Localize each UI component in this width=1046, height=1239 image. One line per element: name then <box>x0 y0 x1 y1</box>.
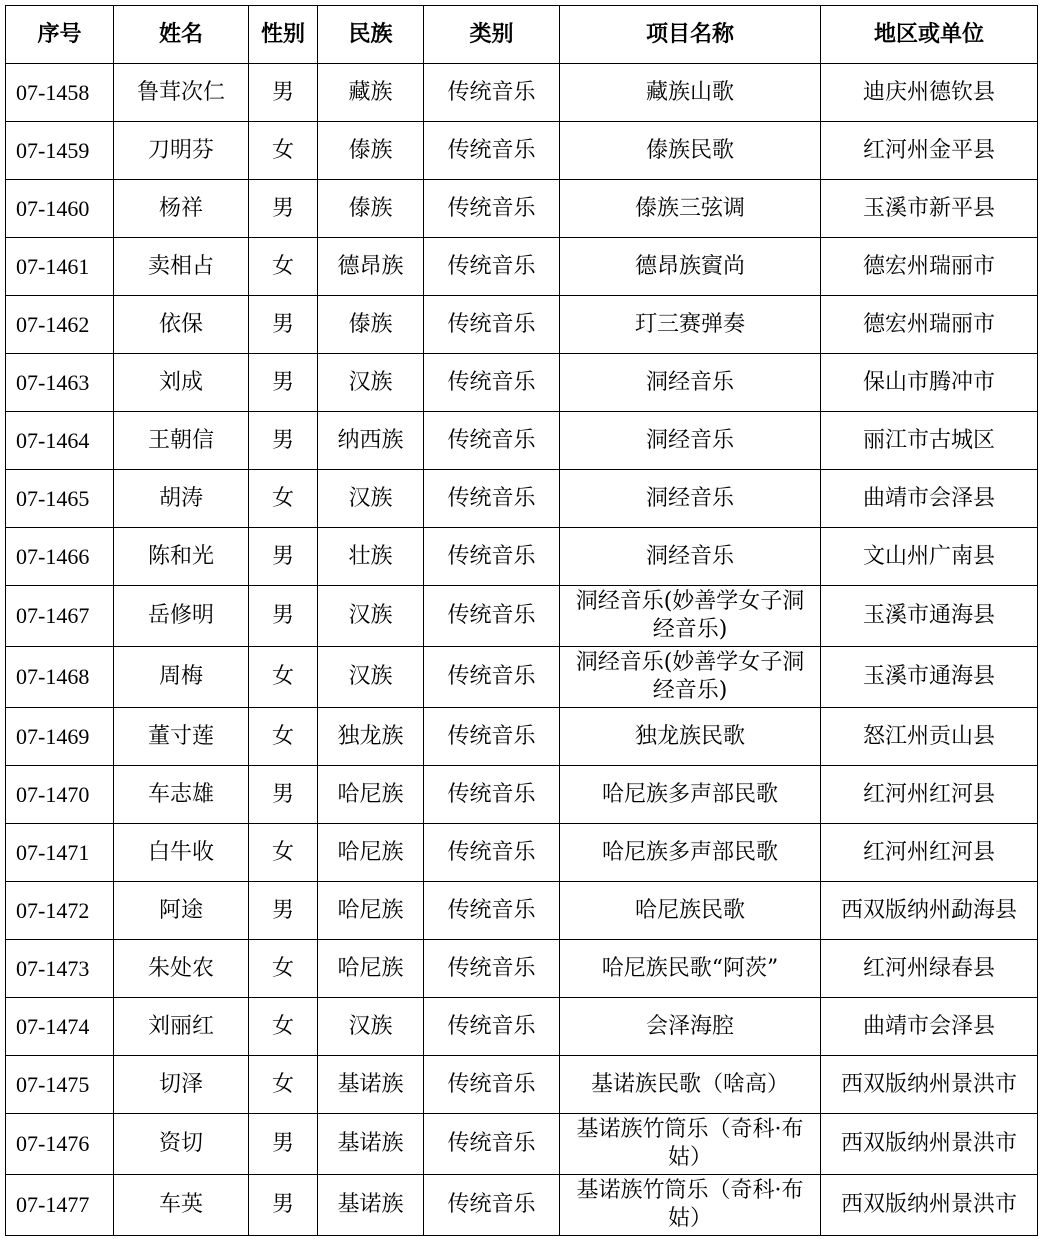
cell-name: 车英 <box>114 1175 249 1236</box>
cell-gender: 男 <box>249 586 318 647</box>
cell-project: 德昂族賨尚 <box>560 238 821 296</box>
cell-region: 红河州红河县 <box>821 824 1038 882</box>
cell-name: 刀明芬 <box>114 122 249 180</box>
cell-ethnicity: 傣族 <box>318 122 424 180</box>
cell-serial: 07-1459 <box>6 122 114 180</box>
cell-gender: 男 <box>249 1175 318 1236</box>
header-ethnicity: 民族 <box>318 6 424 64</box>
cell-ethnicity: 德昂族 <box>318 238 424 296</box>
cell-project: 洞经音乐 <box>560 528 821 586</box>
cell-gender: 男 <box>249 412 318 470</box>
table-row <box>6 412 1038 470</box>
cell-serial: 07-1474 <box>6 998 114 1056</box>
cell-serial: 07-1469 <box>6 708 114 766</box>
table-row <box>6 180 1038 238</box>
cell-gender: 女 <box>249 470 318 528</box>
cell-ethnicity: 汉族 <box>318 470 424 528</box>
table-row <box>6 882 1038 940</box>
cell-project: 洞经音乐(妙善学女子洞经音乐) <box>560 647 821 708</box>
cell-ethnicity: 基诺族 <box>318 1056 424 1114</box>
table-row <box>6 122 1038 180</box>
cell-serial: 07-1477 <box>6 1175 114 1236</box>
cell-name: 车志雄 <box>114 766 249 824</box>
table-row <box>6 470 1038 528</box>
cell-region: 玉溪市新平县 <box>821 180 1038 238</box>
cell-name: 依保 <box>114 296 249 354</box>
cell-category: 传统音乐 <box>424 354 560 412</box>
cell-name: 切泽 <box>114 1056 249 1114</box>
cell-serial: 07-1465 <box>6 470 114 528</box>
cell-ethnicity: 哈尼族 <box>318 824 424 882</box>
cell-name: 鲁茸次仁 <box>114 64 249 122</box>
table-row <box>6 528 1038 586</box>
cell-region: 西双版纳州景洪市 <box>821 1056 1038 1114</box>
cell-category: 传统音乐 <box>424 1114 560 1175</box>
cell-project: 藏族山歌 <box>560 64 821 122</box>
cell-name: 杨祥 <box>114 180 249 238</box>
header-region: 地区或单位 <box>821 6 1038 64</box>
cell-serial: 07-1471 <box>6 824 114 882</box>
cell-region: 红河州金平县 <box>821 122 1038 180</box>
cell-name: 陈和光 <box>114 528 249 586</box>
cell-gender: 男 <box>249 882 318 940</box>
cell-serial: 07-1463 <box>6 354 114 412</box>
cell-region: 德宏州瑞丽市 <box>821 238 1038 296</box>
table-row <box>6 647 1038 708</box>
cell-region: 怒江州贡山县 <box>821 708 1038 766</box>
cell-category: 传统音乐 <box>424 64 560 122</box>
cell-region: 德宏州瑞丽市 <box>821 296 1038 354</box>
cell-name: 岳修明 <box>114 586 249 647</box>
table-body <box>6 64 1038 1236</box>
cell-serial: 07-1473 <box>6 940 114 998</box>
cell-ethnicity: 基诺族 <box>318 1175 424 1236</box>
cell-serial: 07-1467 <box>6 586 114 647</box>
header-name: 姓名 <box>114 6 249 64</box>
cell-project: 基诺族竹筒乐（奇科·布姑） <box>560 1114 821 1175</box>
cell-region: 丽江市古城区 <box>821 412 1038 470</box>
cell-category: 传统音乐 <box>424 766 560 824</box>
cell-serial: 07-1464 <box>6 412 114 470</box>
cell-ethnicity: 基诺族 <box>318 1114 424 1175</box>
cell-gender: 女 <box>249 998 318 1056</box>
cell-gender: 女 <box>249 122 318 180</box>
table-row <box>6 296 1038 354</box>
cell-project: 玎三赛弹奏 <box>560 296 821 354</box>
cell-category: 传统音乐 <box>424 528 560 586</box>
cell-name: 卖相占 <box>114 238 249 296</box>
table-row <box>6 1114 1038 1175</box>
cell-project: 傣族民歌 <box>560 122 821 180</box>
cell-name: 朱处农 <box>114 940 249 998</box>
cell-project: 洞经音乐 <box>560 470 821 528</box>
cell-serial: 07-1470 <box>6 766 114 824</box>
cell-ethnicity: 哈尼族 <box>318 766 424 824</box>
cell-ethnicity: 纳西族 <box>318 412 424 470</box>
cell-name: 王朝信 <box>114 412 249 470</box>
cell-serial: 07-1472 <box>6 882 114 940</box>
cell-category: 传统音乐 <box>424 1056 560 1114</box>
cell-name: 白牛收 <box>114 824 249 882</box>
cell-ethnicity: 壮族 <box>318 528 424 586</box>
cell-category: 传统音乐 <box>424 586 560 647</box>
cell-gender: 女 <box>249 647 318 708</box>
cell-ethnicity: 汉族 <box>318 647 424 708</box>
cell-gender: 男 <box>249 180 318 238</box>
cell-project: 哈尼族多声部民歌 <box>560 766 821 824</box>
cell-project: 洞经音乐 <box>560 354 821 412</box>
cell-project: 独龙族民歌 <box>560 708 821 766</box>
table-row <box>6 64 1038 122</box>
cell-region: 西双版纳州景洪市 <box>821 1175 1038 1236</box>
cell-project: 洞经音乐(妙善学女子洞经音乐) <box>560 586 821 647</box>
cell-region: 红河州红河县 <box>821 766 1038 824</box>
cell-region: 西双版纳州景洪市 <box>821 1114 1038 1175</box>
cell-gender: 女 <box>249 824 318 882</box>
cell-ethnicity: 哈尼族 <box>318 940 424 998</box>
table-header <box>6 6 1038 64</box>
header-category: 类别 <box>424 6 560 64</box>
table-row <box>6 766 1038 824</box>
cell-ethnicity: 藏族 <box>318 64 424 122</box>
cell-name: 周梅 <box>114 647 249 708</box>
cell-serial: 07-1461 <box>6 238 114 296</box>
cell-region: 玉溪市通海县 <box>821 586 1038 647</box>
cell-serial: 07-1460 <box>6 180 114 238</box>
cell-category: 传统音乐 <box>424 708 560 766</box>
cell-region: 玉溪市通海县 <box>821 647 1038 708</box>
cell-category: 传统音乐 <box>424 122 560 180</box>
cell-category: 传统音乐 <box>424 180 560 238</box>
cell-region: 文山州广南县 <box>821 528 1038 586</box>
table-row <box>6 354 1038 412</box>
cell-category: 传统音乐 <box>424 940 560 998</box>
cell-gender: 男 <box>249 296 318 354</box>
cell-category: 传统音乐 <box>424 998 560 1056</box>
cell-gender: 女 <box>249 238 318 296</box>
header-project: 项目名称 <box>560 6 821 64</box>
cell-ethnicity: 汉族 <box>318 998 424 1056</box>
cell-gender: 男 <box>249 1114 318 1175</box>
cell-gender: 男 <box>249 528 318 586</box>
table-row <box>6 824 1038 882</box>
cell-project: 基诺族民歌（啥高） <box>560 1056 821 1114</box>
cell-category: 传统音乐 <box>424 824 560 882</box>
cell-category: 传统音乐 <box>424 882 560 940</box>
cell-ethnicity: 傣族 <box>318 296 424 354</box>
table-row <box>6 998 1038 1056</box>
cell-project: 哈尼族多声部民歌 <box>560 824 821 882</box>
cell-gender: 男 <box>249 354 318 412</box>
cell-project: 洞经音乐 <box>560 412 821 470</box>
cell-gender: 女 <box>249 940 318 998</box>
cell-serial: 07-1462 <box>6 296 114 354</box>
header-row <box>6 6 1038 64</box>
cell-project: 哈尼族民歌 <box>560 882 821 940</box>
cell-region: 曲靖市会泽县 <box>821 998 1038 1056</box>
cell-serial: 07-1475 <box>6 1056 114 1114</box>
cell-category: 传统音乐 <box>424 296 560 354</box>
cell-serial: 07-1458 <box>6 64 114 122</box>
table-row <box>6 1175 1038 1236</box>
cell-name: 资切 <box>114 1114 249 1175</box>
cell-ethnicity: 独龙族 <box>318 708 424 766</box>
cell-region: 曲靖市会泽县 <box>821 470 1038 528</box>
cell-serial: 07-1476 <box>6 1114 114 1175</box>
table-row <box>6 586 1038 647</box>
cell-category: 传统音乐 <box>424 1175 560 1236</box>
cell-serial: 07-1466 <box>6 528 114 586</box>
table-row <box>6 238 1038 296</box>
cell-region: 保山市腾冲市 <box>821 354 1038 412</box>
cell-gender: 女 <box>249 1056 318 1114</box>
cell-name: 董寸莲 <box>114 708 249 766</box>
cell-project: 哈尼族民歌“阿茨” <box>560 940 821 998</box>
cell-category: 传统音乐 <box>424 412 560 470</box>
cell-gender: 男 <box>249 64 318 122</box>
cell-gender: 男 <box>249 766 318 824</box>
cell-name: 阿途 <box>114 882 249 940</box>
cell-gender: 女 <box>249 708 318 766</box>
cell-region: 西双版纳州勐海县 <box>821 882 1038 940</box>
cell-region: 迪庆州德钦县 <box>821 64 1038 122</box>
cell-project: 基诺族竹筒乐（奇科·布姑） <box>560 1175 821 1236</box>
cell-ethnicity: 哈尼族 <box>318 882 424 940</box>
cell-category: 传统音乐 <box>424 647 560 708</box>
cell-ethnicity: 傣族 <box>318 180 424 238</box>
cell-project: 傣族三弦调 <box>560 180 821 238</box>
cell-name: 刘丽红 <box>114 998 249 1056</box>
table-row <box>6 1056 1038 1114</box>
header-serial: 序号 <box>6 6 114 64</box>
table-row <box>6 708 1038 766</box>
cell-ethnicity: 汉族 <box>318 354 424 412</box>
cell-name: 胡涛 <box>114 470 249 528</box>
cell-category: 传统音乐 <box>424 470 560 528</box>
inheritor-table <box>5 5 1038 1236</box>
cell-project: 会泽海腔 <box>560 998 821 1056</box>
header-gender: 性别 <box>249 6 318 64</box>
table-row <box>6 940 1038 998</box>
cell-name: 刘成 <box>114 354 249 412</box>
cell-category: 传统音乐 <box>424 238 560 296</box>
cell-ethnicity: 汉族 <box>318 586 424 647</box>
cell-region: 红河州绿春县 <box>821 940 1038 998</box>
cell-serial: 07-1468 <box>6 647 114 708</box>
